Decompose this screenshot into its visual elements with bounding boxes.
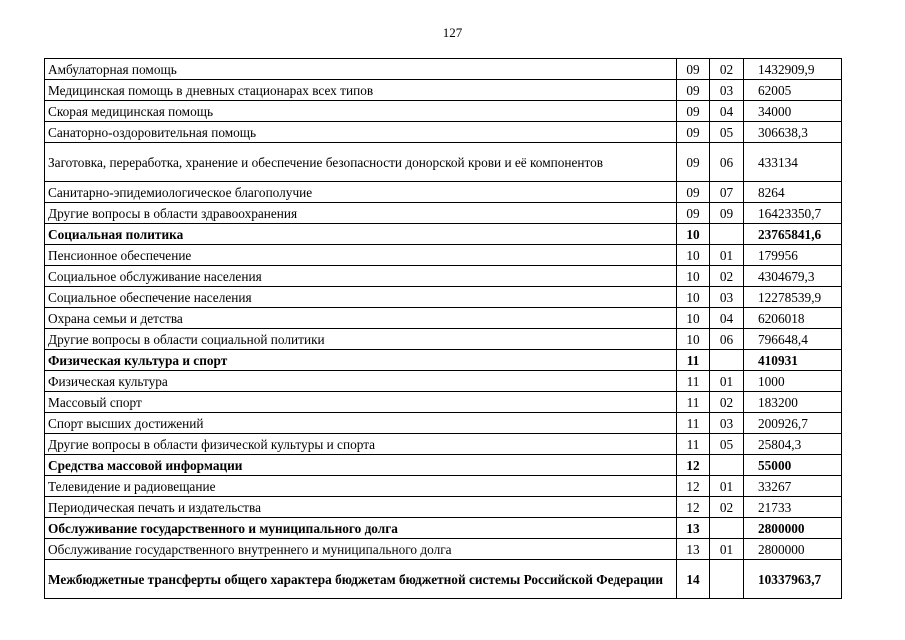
row-section-cell: 12	[677, 497, 710, 518]
table-row	[45, 329, 842, 350]
row-amount-cell: 433134	[744, 143, 842, 182]
row-subsection-cell	[710, 560, 744, 599]
row-amount-cell: 1432909,9	[744, 59, 842, 80]
row-name-cell: Обслуживание государственного и муниципального долга	[45, 518, 677, 539]
table-row	[45, 518, 842, 539]
row-amount-cell: 796648,4	[744, 329, 842, 350]
row-section-cell: 11	[677, 413, 710, 434]
row-amount-cell: 2800000	[744, 518, 842, 539]
row-section-cell: 13	[677, 518, 710, 539]
table-row	[45, 101, 842, 122]
row-subsection-cell: 02	[710, 59, 744, 80]
table-row	[45, 287, 842, 308]
table-row	[45, 122, 842, 143]
row-amount-cell: 62005	[744, 80, 842, 101]
row-name-cell: Средства массовой информации	[45, 455, 677, 476]
row-name-cell: Физическая культура и спорт	[45, 350, 677, 371]
row-amount-cell: 55000	[744, 455, 842, 476]
row-subsection-cell	[710, 455, 744, 476]
row-subsection-cell: 09	[710, 203, 744, 224]
row-subsection-cell: 05	[710, 434, 744, 455]
row-amount-cell: 200926,7	[744, 413, 842, 434]
row-section-cell: 09	[677, 122, 710, 143]
row-name-cell: Физическая культура	[45, 371, 677, 392]
table-row	[45, 350, 842, 371]
row-subsection-cell: 03	[710, 80, 744, 101]
table-row	[45, 434, 842, 455]
row-subsection-cell	[710, 518, 744, 539]
row-section-cell: 10	[677, 266, 710, 287]
row-subsection-cell: 03	[710, 287, 744, 308]
table-row	[45, 539, 842, 560]
row-section-cell: 09	[677, 59, 710, 80]
row-name-cell: Санитарно-эпидемиологическое благополучие	[45, 182, 677, 203]
row-name-cell: Социальное обеспечение населения	[45, 287, 677, 308]
row-section-cell: 09	[677, 182, 710, 203]
row-section-cell: 12	[677, 476, 710, 497]
row-amount-cell: 33267	[744, 476, 842, 497]
row-subsection-cell: 07	[710, 182, 744, 203]
row-amount-cell: 2800000	[744, 539, 842, 560]
row-name-cell: Межбюджетные трансферты общего характера бюджетам бюджетной системы Российской Федерации	[45, 560, 677, 599]
row-subsection-cell: 04	[710, 308, 744, 329]
table-row	[45, 392, 842, 413]
row-amount-cell: 4304679,3	[744, 266, 842, 287]
row-subsection-cell: 04	[710, 101, 744, 122]
budget-table-body	[45, 59, 842, 599]
row-amount-cell: 21733	[744, 497, 842, 518]
row-subsection-cell: 05	[710, 122, 744, 143]
row-name-cell: Массовый спорт	[45, 392, 677, 413]
row-section-cell: 11	[677, 350, 710, 371]
table-row	[45, 266, 842, 287]
row-section-cell: 14	[677, 560, 710, 599]
row-amount-cell: 6206018	[744, 308, 842, 329]
row-name-cell: Скорая медицинская помощь	[45, 101, 677, 122]
row-amount-cell: 179956	[744, 245, 842, 266]
row-amount-cell: 10337963,7	[744, 560, 842, 599]
row-name-cell: Амбулаторная помощь	[45, 59, 677, 80]
row-subsection-cell: 02	[710, 497, 744, 518]
row-section-cell: 10	[677, 308, 710, 329]
row-amount-cell: 25804,3	[744, 434, 842, 455]
row-subsection-cell: 01	[710, 371, 744, 392]
table-row	[45, 245, 842, 266]
row-name-cell: Обслуживание государственного внутреннего и муниципального долга	[45, 539, 677, 560]
row-section-cell: 10	[677, 245, 710, 266]
row-subsection-cell: 06	[710, 143, 744, 182]
row-section-cell: 11	[677, 371, 710, 392]
row-section-cell: 10	[677, 224, 710, 245]
table-row	[45, 59, 842, 80]
row-subsection-cell	[710, 224, 744, 245]
row-section-cell: 10	[677, 287, 710, 308]
table-row	[45, 455, 842, 476]
table-row	[45, 203, 842, 224]
row-amount-cell: 12278539,9	[744, 287, 842, 308]
row-name-cell: Другие вопросы в области физической культуры и спорта	[45, 434, 677, 455]
row-name-cell: Санаторно-оздоровительная помощь	[45, 122, 677, 143]
row-amount-cell: 1000	[744, 371, 842, 392]
row-section-cell: 09	[677, 203, 710, 224]
row-amount-cell: 8264	[744, 182, 842, 203]
table-row	[45, 371, 842, 392]
row-amount-cell: 306638,3	[744, 122, 842, 143]
row-section-cell: 12	[677, 455, 710, 476]
row-amount-cell: 183200	[744, 392, 842, 413]
row-name-cell: Телевидение и радиовещание	[45, 476, 677, 497]
row-name-cell: Спорт высших достижений	[45, 413, 677, 434]
row-subsection-cell	[710, 350, 744, 371]
row-section-cell: 09	[677, 101, 710, 122]
table-row	[45, 476, 842, 497]
table-row	[45, 413, 842, 434]
row-amount-cell: 16423350,7	[744, 203, 842, 224]
row-name-cell: Медицинская помощь в дневных стационарах всех типов	[45, 80, 677, 101]
table-row	[45, 143, 842, 182]
row-name-cell: Социальное обслуживание населения	[45, 266, 677, 287]
row-subsection-cell: 03	[710, 413, 744, 434]
row-amount-cell: 410931	[744, 350, 842, 371]
row-name-cell: Заготовка, переработка, хранение и обеспечение безопасности донорской крови и её компонентов	[45, 143, 677, 182]
budget-table	[44, 58, 842, 599]
row-name-cell: Другие вопросы в области здравоохранения	[45, 203, 677, 224]
row-subsection-cell: 01	[710, 539, 744, 560]
row-section-cell: 13	[677, 539, 710, 560]
row-subsection-cell: 02	[710, 392, 744, 413]
row-name-cell: Социальная политика	[45, 224, 677, 245]
row-section-cell: 11	[677, 434, 710, 455]
row-section-cell: 09	[677, 143, 710, 182]
row-name-cell: Другие вопросы в области социальной политики	[45, 329, 677, 350]
row-subsection-cell: 02	[710, 266, 744, 287]
row-subsection-cell: 06	[710, 329, 744, 350]
row-section-cell: 09	[677, 80, 710, 101]
row-section-cell: 11	[677, 392, 710, 413]
table-row	[45, 80, 842, 101]
row-name-cell: Охрана семьи и детства	[45, 308, 677, 329]
row-section-cell: 10	[677, 329, 710, 350]
row-subsection-cell: 01	[710, 476, 744, 497]
row-amount-cell: 34000	[744, 101, 842, 122]
row-subsection-cell: 01	[710, 245, 744, 266]
table-row	[45, 560, 842, 599]
page-number: 127	[442, 25, 463, 40]
table-row	[45, 224, 842, 245]
row-name-cell: Пенсионное обеспечение	[45, 245, 677, 266]
table-row	[45, 182, 842, 203]
row-name-cell: Периодическая печать и издательства	[45, 497, 677, 518]
table-row	[45, 497, 842, 518]
row-amount-cell: 23765841,6	[744, 224, 842, 245]
table-row	[45, 308, 842, 329]
